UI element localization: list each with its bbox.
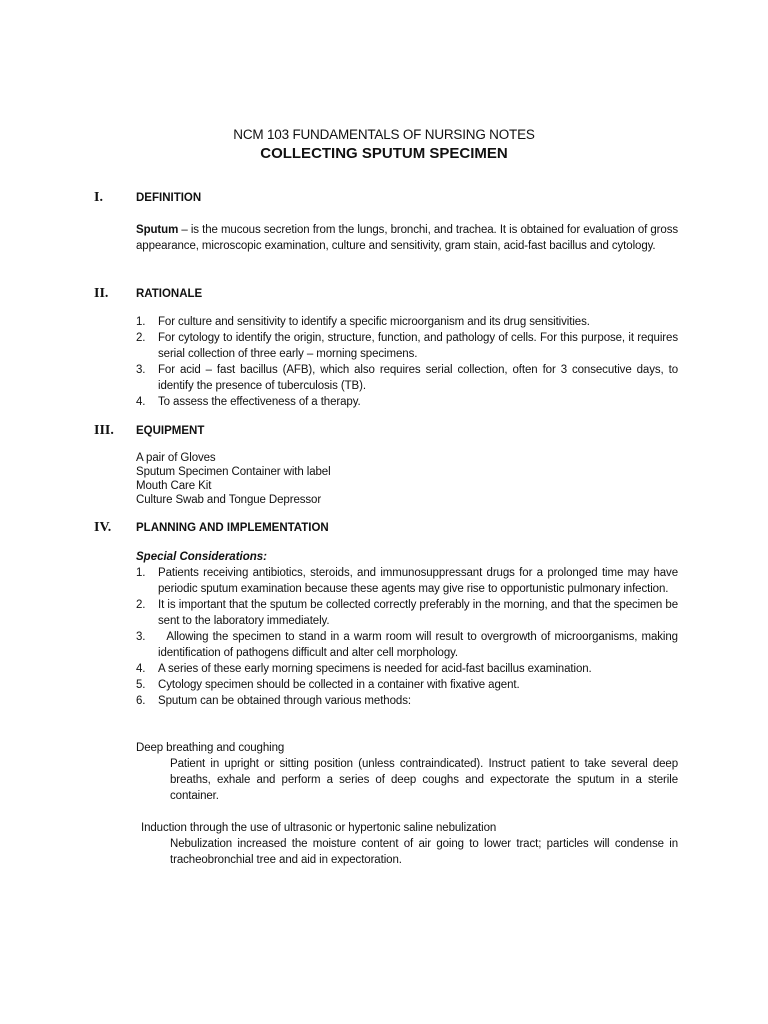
list-item: A pair of Gloves — [136, 452, 216, 464]
list-number: 6. — [136, 695, 146, 707]
list-text: Patients receiving antibiotics, steroids, and immunosuppressant drugs for a prolonged time may have periodic sputum examination because these agents may give rise to opportunistic pulmonary infection. — [158, 567, 678, 595]
list-item — [136, 693, 678, 709]
list-number: 4. — [136, 663, 146, 675]
equipment-list — [136, 451, 678, 507]
list-item — [136, 362, 678, 394]
list-item — [136, 677, 678, 693]
definition-paragraph — [136, 222, 678, 254]
list-text: Cytology specimen should be collected in a container with fixative agent. — [158, 679, 520, 691]
method-description: Nebulization increased the moisture content of air going to lower tract; particles will condense in tracheobronchial tree and aid in expectoration. — [170, 838, 678, 866]
method-title: Induction through the use of ultrasonic or hypertonic saline nebulization — [141, 822, 497, 834]
definition-term: Sputum — [136, 224, 179, 236]
list-number: 1. — [136, 316, 146, 328]
list-number: 3. — [136, 631, 146, 643]
page-title: COLLECTING SPUTUM SPECIMEN — [260, 145, 508, 162]
list-item — [136, 629, 682, 661]
list-item — [136, 597, 678, 629]
list-item — [136, 330, 678, 362]
method-title: Deep breathing and coughing — [136, 742, 285, 754]
list-text: A series of these early morning specimens is needed for acid-fast bacillus examination. — [158, 663, 592, 675]
list-text: For culture and sensitivity to identify a specific microorganism and its drug sensitivities. — [158, 316, 590, 328]
course-title: NCM 103 FUNDAMENTALS OF NURSING NOTES — [233, 127, 535, 142]
section-numeral: II. — [94, 286, 109, 301]
rationale-list — [136, 314, 678, 410]
method-description: Patient in upright or sitting position (unless contraindicated). Instruct patient to take several deep breaths, exhale and perform a series of deep coughs and expectorate the sputum in a sterile container. — [170, 758, 678, 802]
list-number: 3. — [136, 364, 146, 376]
list-number: 1. — [136, 567, 146, 579]
section-numeral: III. — [94, 423, 114, 438]
list-number: 2. — [136, 599, 146, 611]
list-item: Mouth Care Kit — [136, 480, 212, 492]
list-item — [136, 661, 678, 677]
list-text: To assess the effectiveness of a therapy. — [158, 396, 361, 408]
section-heading: PLANNING AND IMPLEMENTATION — [136, 522, 329, 534]
definition-text: – is the mucous secretion from the lungs, bronchi, and trachea. It is obtained for evaluation of gross appearance, microscopic examination, culture and sensitivity, gram stain, acid-fast bacillus and cytology. — [136, 224, 678, 252]
list-item — [136, 314, 678, 330]
list-text: Sputum can be obtained through various methods: — [158, 695, 411, 707]
list-number: 5. — [136, 679, 146, 691]
list-item — [136, 565, 678, 597]
list-item — [136, 394, 678, 410]
list-item: Culture Swab and Tongue Depressor — [136, 494, 322, 506]
section-numeral: I. — [94, 190, 103, 205]
list-text: Allowing the specimen to stand in a warm room will result to overgrowth of microorganisms, making identification of pathogens difficult and alter cell morphology. — [158, 631, 682, 659]
section-heading: DEFINITION — [136, 192, 202, 204]
section-heading: RATIONALE — [136, 288, 203, 300]
list-item: Sputum Specimen Container with label — [136, 466, 331, 478]
special-considerations-heading: Special Considerations: — [136, 551, 268, 563]
document-header — [0, 127, 768, 163]
list-text: For acid – fast bacillus (AFB), which also requires serial collection, often for 3 consecutive days, to identify the presence of tuberculosis (TB). — [158, 364, 678, 392]
considerations-list — [136, 565, 682, 709]
section-numeral: IV. — [94, 520, 112, 535]
list-number: 4. — [136, 396, 146, 408]
list-text: For cytology to identify the origin, structure, function, and pathology of cells. For this purpose, it requires serial collection of three early – morning specimens. — [158, 332, 678, 360]
section-heading: EQUIPMENT — [136, 425, 205, 437]
list-text: It is important that the sputum be collected correctly preferably in the morning, and that the specimen be sent to the laboratory immediately. — [158, 599, 678, 627]
list-number: 2. — [136, 332, 146, 344]
